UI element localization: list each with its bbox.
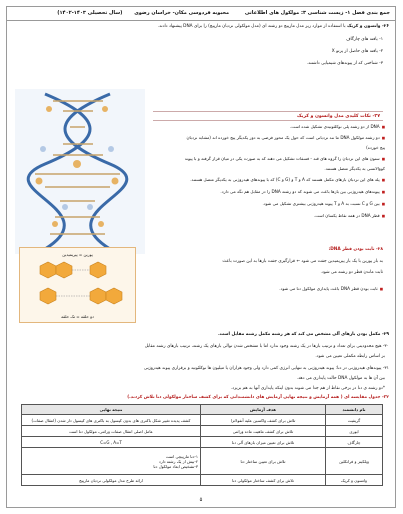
q31-line-1: ۳۱- پیوندهای هیدروژنی در دنا: پیوند هیدروژنی به تنهایی انرژی کمی دارد ولی وجود هزاران یا میلیون ها نوکلئوتید و برقراری پیوند هیدروژنی	[143, 366, 389, 371]
q26-title: ۲۶- واتسون و کریک	[347, 24, 389, 29]
table-row	[22, 415, 383, 426]
q30-line-2: بر اساس رابطه مکملی تعیین می شود.	[315, 354, 385, 359]
header-year: (سال تحصیلی ۱۴۰۳-۱۴۰۲)	[57, 10, 123, 16]
table-row	[22, 437, 383, 448]
q26-item-2: ۲- یافته های حاصل از پرتو X	[331, 49, 383, 54]
q28-line-2: ثابت ماندن قطر دو رشته می شود.	[320, 270, 383, 275]
header-author: محبوبه فردوسی مکان- خراسان رضوی	[134, 10, 230, 16]
table-cell: تلاش برای کشف واکسین علیه آنفولانزا	[201, 415, 326, 426]
q27-bullet-2: ■ دو رشته مولکول DNA ما نند نردبانی است که حول یک محور فرضی به دور یکدیگر پیچ خورده اند (مشابه نردبان	[186, 135, 385, 141]
table-cell: گریفیت	[326, 415, 383, 426]
table-header-cell: نتیجه نهایی	[22, 405, 201, 415]
q27-bullet-2-cont: پیچ خورده)	[366, 145, 385, 150]
q26-item-3: ۳- شناختی که از پیوندهای شیمیایی داشتند.	[306, 61, 383, 66]
table-row	[22, 448, 383, 475]
q28-line-1: به باز پورین با یک باز پیریمیدین جفت می شود ← قرارگیری جفت بازها به این صورت باعث	[222, 259, 383, 264]
table-cell: تلاش برای تعیین میزان بازهای آلی دنا	[201, 437, 326, 448]
q27-title: ۲۷- نکات کلیدی مدل واتسون و کریک	[153, 111, 383, 121]
q26-item-1: ۱- یافته های چارگاف	[346, 37, 383, 42]
document-page	[6, 6, 396, 508]
q27-bullet-1: ■ DNA از دو رشته پلی نوکلئوتیدی تشکیل شده است.	[290, 124, 385, 130]
dna-helix-icon	[15, 89, 145, 254]
hexagon-pairs-icon	[20, 260, 135, 314]
q27-bullet-6: ■ بین G و C نسبت به A و T پیوند هیدروژنی بیشتری تشکیل می شود.	[262, 201, 385, 207]
table-cell: تلاش برای کشف ماهیت ماده وراثتی	[201, 426, 326, 437]
page-header	[7, 7, 395, 21]
figure-label-bottom: دو حلقه = تک حلقه	[61, 314, 94, 319]
q27-bullet-4: ■ پله های این نردبان بازهای مکمل هستند که A و T و (G و C) که با پیوندهای هیدروژنی به یکدیگر متصل هستند.	[190, 177, 385, 183]
table-header-cell: هدف آزمایش	[201, 405, 326, 415]
table-cell: ارائه طرح مدل مولکولی نردبان مارپیچ	[22, 475, 201, 486]
q28-line-3: ■ ثابت بودن قطر DNA باعث پایداری مولکول دنا می شود.	[279, 286, 383, 292]
table-cell: ۱-دنا مارپیچی است ۲-بیش از یک رشته دارد ۳-تشخیص ابعاد مولکول دنا	[22, 448, 201, 475]
q31-line-2: بین آن ها به مولکول DNA حالت پایداری می دهد.	[296, 376, 385, 381]
table-cell: کشف پدیده تغییر شکل باکتری های بدون کپسول به باکتری های کپسول دار شدن (انتقال صفات)	[22, 415, 201, 426]
q27-bullet-3-cont: کووالانسی به یکدیگر متصل هستند.	[324, 166, 385, 171]
table-cell: تلاش برای کشف ساختار مولکولی دنا	[201, 475, 326, 486]
table-header-row	[22, 405, 383, 415]
table-cell: ویلکینز و فرانکلین	[326, 448, 383, 475]
table-cell: واتسون و کریک	[326, 475, 383, 486]
q27-bullet-7: ■ قطر DNA در همه نقاط یکسان است.	[314, 213, 385, 219]
table-cell: تلاش برای تعیین ساختار دنا	[201, 448, 326, 475]
q27-bullet-5: ■ پیوندهای هیدروژنی بین بازها باعث می شوند که دو رشته DNA را در مقابل هم نگه می دارد.	[220, 189, 385, 195]
q32-title: ۳۲- جدول مقایسه ای ( همه آزمایش و نتیجه نهایی آزمایش های دانشمندانی که برای کشف ساختار مولکولی دنا تلاش کردند.)	[127, 395, 389, 400]
scientists-comparison-table	[21, 404, 383, 486]
header-title: جمع بندی فصل ۱- زیست شناسی ۳: مولکول های اطلاعاتی	[244, 10, 390, 16]
figure-label-top: پورین = پیریمیدین	[62, 252, 93, 257]
note-text: *دو رشته ی دنا در برخی نقاط از هم جدا می شوند بدون اینکه پایداری آنها به هم بریزد.	[230, 386, 385, 391]
q26-text: با استفاده از موارد زیر مدل مارپیچ دو رشته ای (مدل مولکولی نردبان مارپیچ) را برای DNA پیشنهاد دادند.	[157, 24, 346, 29]
q28-title: ۲۸- ثابت بودن قطر DNA:	[328, 247, 383, 252]
q27-bullet-3: ■ ستون های این نردبان را گروه های قند - فسفات تشکیل می دهند که به صورت یکی در میان قرار گرفته و با پیوند	[185, 156, 385, 162]
table-cell: عامل اصلی انتقال صفات وراثتی، مولکول دنا است	[22, 426, 201, 437]
base-pairing-figure	[19, 247, 136, 323]
table-cell: چارگاف	[326, 437, 383, 448]
page-number: ۵	[199, 497, 203, 503]
q29-text: ۲۹- مکمل بودن بازهای آلی مشخص می کند که هر رشته مکمل رشته مقابل است.	[218, 332, 389, 337]
table-row	[22, 475, 383, 486]
table-header-cell: نام دانشمند	[326, 405, 383, 415]
q30-line-1: ۳۰- هیچ محدودیتی برای تعداد و ترتیب بازها در یک رشته وجود ندارد اما با مشخص شدن توالی بازهای یک رشته، ترتیب بازهای رشته مقابل	[144, 344, 389, 349]
table-cell: ایوری	[326, 426, 383, 437]
table-cell: C=G , A=T	[22, 437, 201, 448]
dna-helix-illustration	[15, 89, 145, 254]
q26-line	[11, 24, 389, 30]
table-row	[22, 426, 383, 437]
